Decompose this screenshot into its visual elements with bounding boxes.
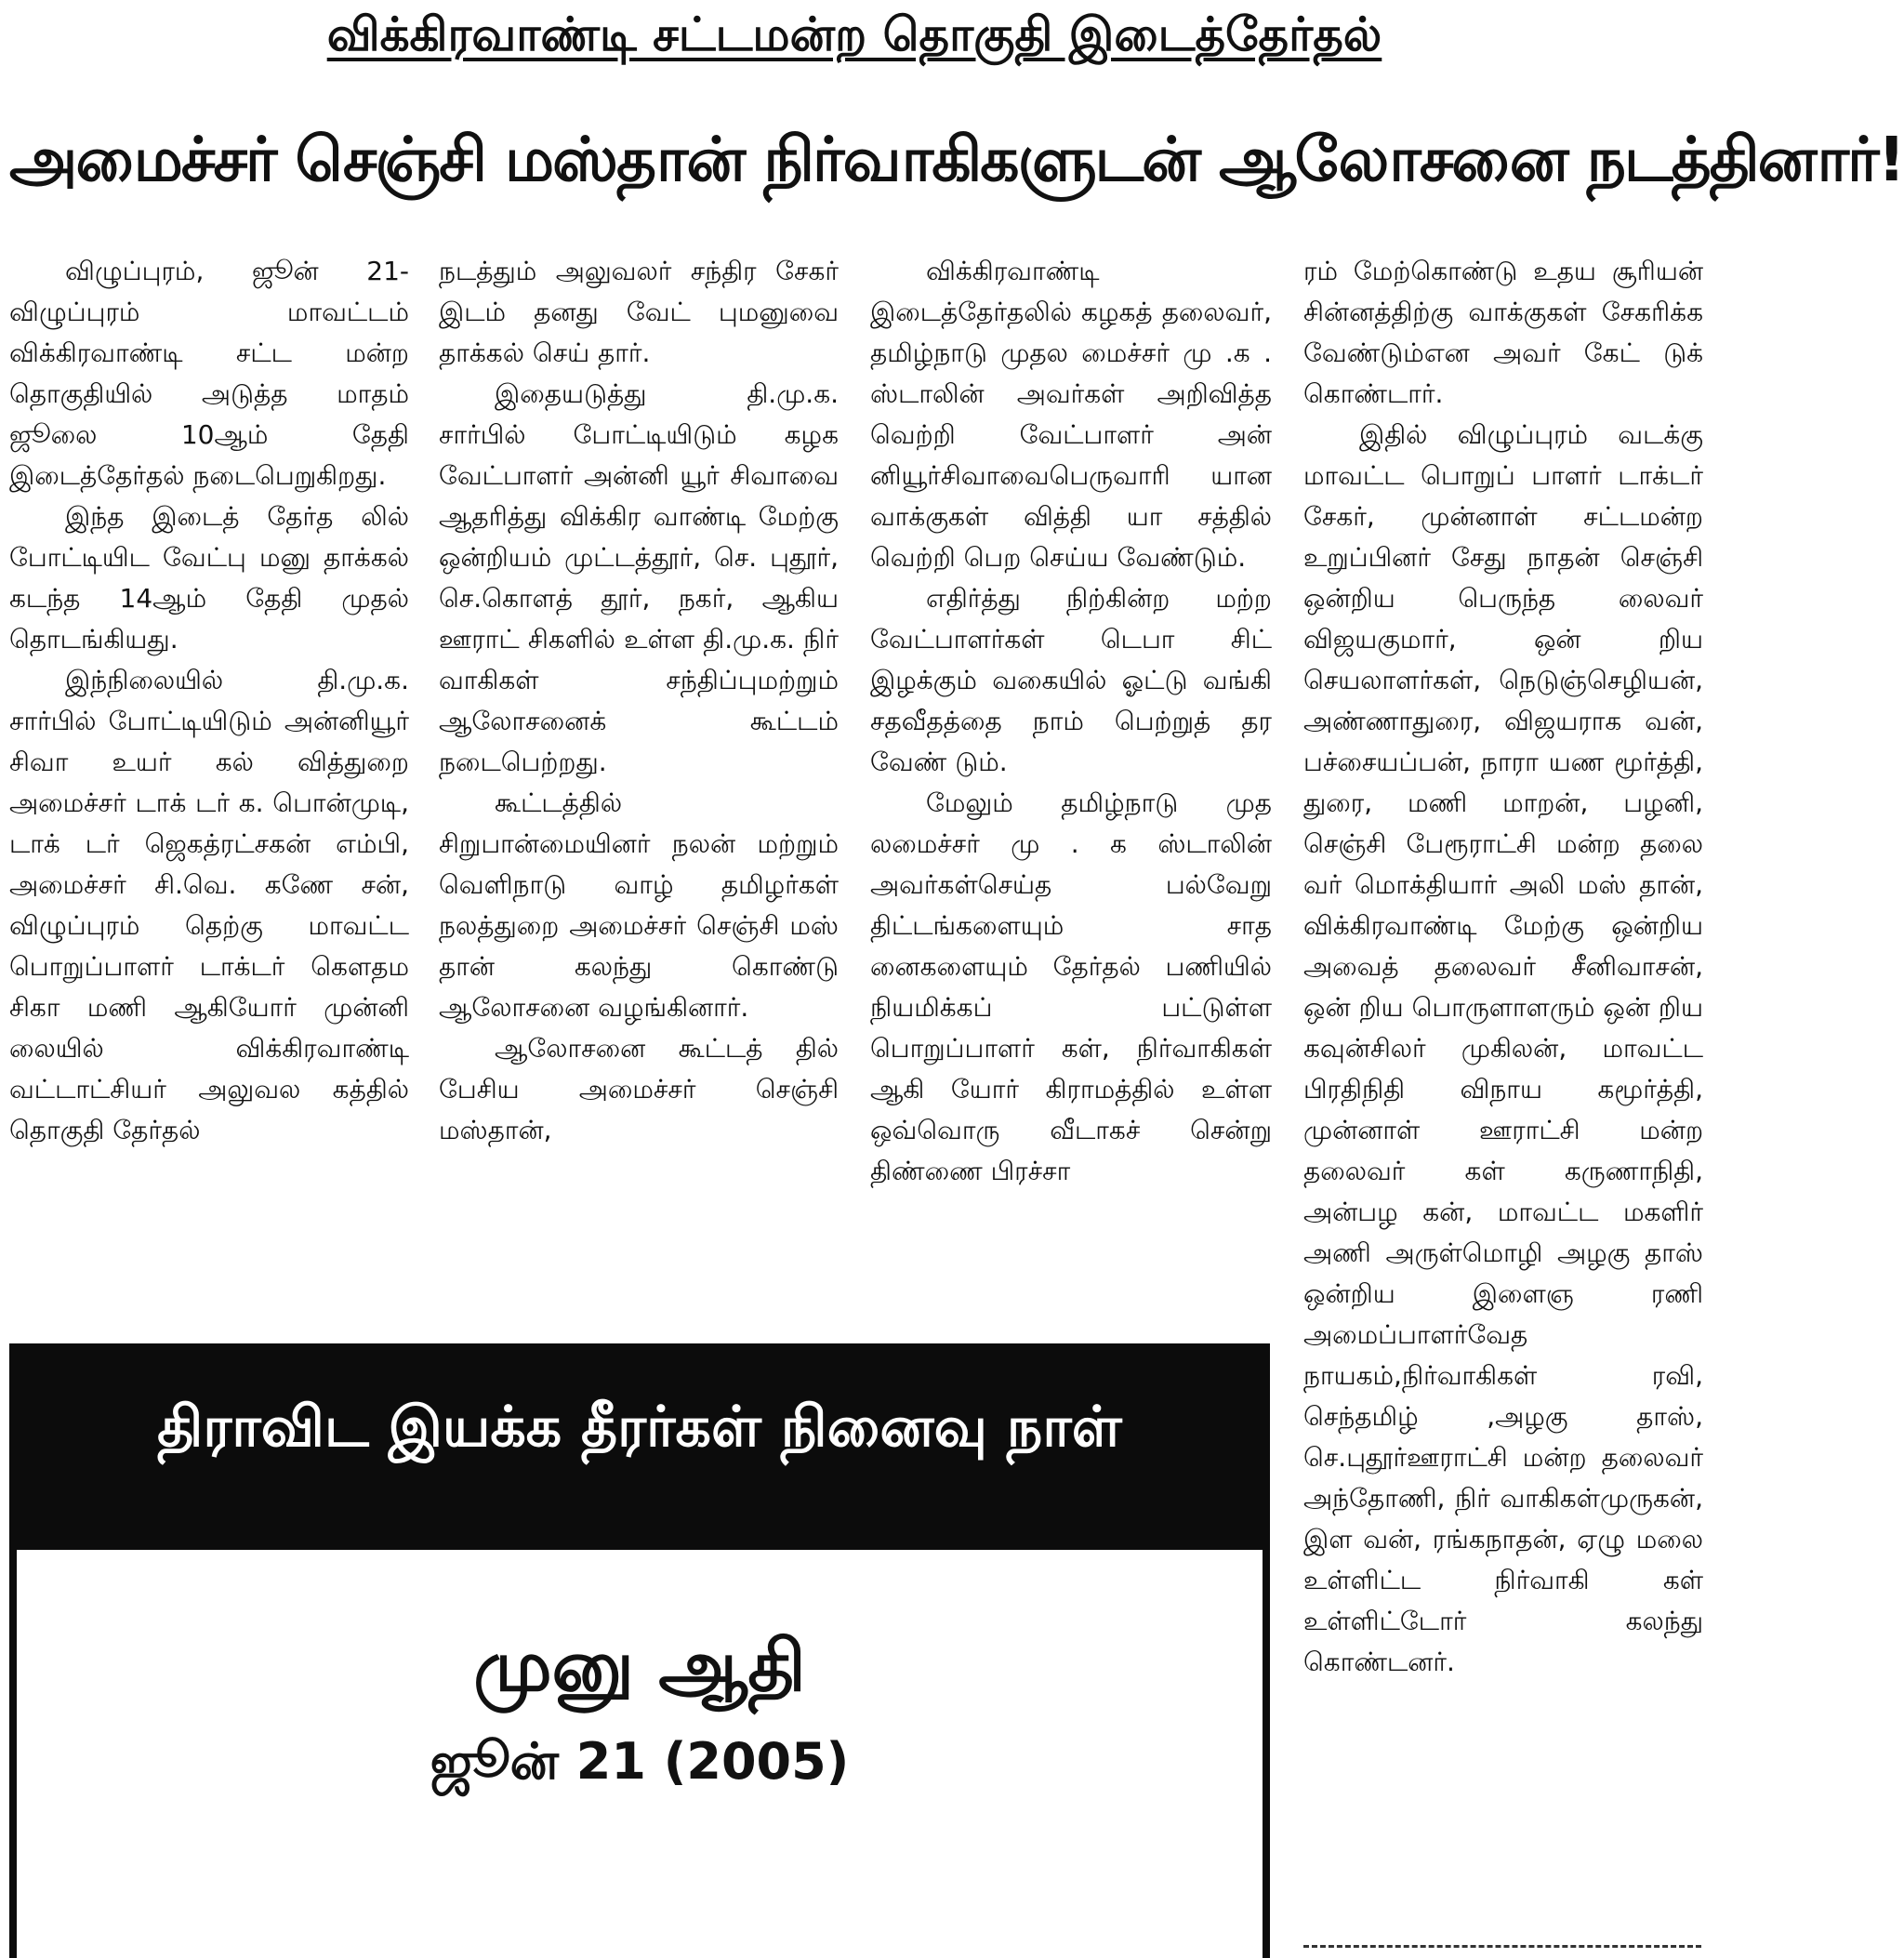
paragraph: மேலும் தமிழ்நாடு முத லமைச்சர் மு . க ஸ்டாலின் அவர்கள்செய்த பல்வேறு திட்டங்களையும் சாத னைகளையும் தேர்தல் பணியில் நியமிக்கப் பட்டுள்ள பொறுப்பாளர் கள், நிர்வாகிகள் ஆகி யோர் கிராமத்தில் உள்ள ஒவ்வொரு வீடாகச் சென்று திண்ணை பிரச்சா <box>870 787 1272 1186</box>
paragraph: விழுப்புரம், ஜூன் 21- விழுப்புரம் மாவட்டம் விக்கிரவாண்டி சட்ட மன்ற தொகுதியில் அடுத்த மாதம் ஜூலை 10ஆம் தேதி இடைத்தேர்தல் நடைபெறுகிறது. <box>9 256 409 491</box>
article-kicker <box>0 7 1709 68</box>
memorial-date: ஜூன் 21 (2005) <box>430 1732 850 1791</box>
paragraph: நடத்தும் அலுவலர் சந்திர சேகர் இடம் தனது வேட் புமனுவை தாக்கல் செய் தார். <box>439 256 839 368</box>
paragraph: கூட்டத்தில் சிறுபான்மையினர் நலன் மற்றும் வெளிநாடு வாழ் தமிழர்கள் நலத்துறை அமைச்சர் செஞ்சி மஸ் தான் கலந்து கொண்டு ஆலோசனை வழங்கினார். <box>439 787 839 1023</box>
article-headline: அமைச்சர் செஞ்சி மஸ்தான் நிர்வாகிகளுடன் ஆலோசனை நடத்தினார்! <box>9 124 1904 195</box>
column-end-divider <box>1303 1945 1701 1948</box>
paragraph: இந்த இடைத் தேர்த லில் போட்டியிட வேட்பு மனு தாக்கல் கடந்த 14ஆம் தேதி முதல் தொடங்கியது. <box>9 501 409 655</box>
memorial-title: திராவிட இயக்க தீரர்கள் நினைவு நாள் <box>157 1395 1122 1460</box>
article-column-2 <box>439 251 839 1181</box>
paragraph: இதில் விழுப்புரம் வடக்கு மாவட்ட பொறுப் பாளர் டாக்டர் சேகர், முன்னாள் சட்டமன்ற உறுப்பினர் சேது நாதன் செஞ்சி ஒன்றிய பெருந்த லைவர் விஜயகுமார், ஒன் றிய செயலாளர்கள், நெடுஞ்செழியன், அண்ணாதுரை, விஜயராக வன், பச்சையப்பன், நாரா யண மூர்த்தி, துரை, மணி மாறன், பழனி, செஞ்சி பேரூராட்சி மன்ற தலை வர் மொக்தியார் அலி மஸ் தான், விக்கிரவாண்டி மேற்கு ஒன்றிய அவைத் தலைவர் சீனிவாசன், ஒன் றிய பொருளாளரும் ஒன் றிய கவுன்சிலர் முகிலன், மாவட்ட பிரதிநிதி விநாய கமூர்த்தி, முன்னாள் ஊராட்சி மன்ற தலைவர் கள் கருணாநிதி, அன்பழ கன், மாவட்ட மகளிர் அணி அருள்மொழி அழகு தாஸ் ஒன்றிய இளைஞ ரணி அமைப்பாளர்வேத நாயகம்,நிர்வாகிகள் ரவி, செந்தமிழ் ,அழகு தாஸ், செ.புதூர்ஊராட்சி மன்ற தலைவர் அந்தோணி, நிர் வாகிகள்முருகன், இள வன், ரங்கநாதன், ஏழு மலை உள்ளிட்ட நிர்வாகி கள் உள்ளிட்டோர் கலந்து கொண்டனர். <box>1303 419 1703 1677</box>
paragraph: ஆலோசனை கூட்டத் தில் பேசிய அமைச்சர் செஞ்சி மஸ்தான், <box>439 1033 839 1145</box>
paragraph: இந்நிலையில் தி.மு.க. சார்பில் போட்டியிடும் அன்னியூர் சிவா உயர் கல் வித்துறை அமைச்சர் டாக் டர் க. பொன்முடி, டாக் டர் ஜெகத்ரட்சகன் எம்பி, அமைச்சர் சி.வெ. கணே சன், விழுப்புரம் தெற்கு மாவட்ட பொறுப்பாளர் டாக்டர் கௌதம சிகா மணி ஆகியோர் முன்னி லையில் விக்கிரவாண்டி வட்டாட்சியர் அலுவல கத்தில் தொகுதி தேர்தல் <box>9 665 409 1145</box>
article-column-3 <box>870 251 1272 1334</box>
memorial-panel <box>17 1550 1263 1958</box>
kicker-text: விக்கிரவாண்டி சட்டமன்ற தொகுதி இடைத்தேர்தல் <box>326 7 1382 61</box>
article-column-1 <box>9 251 409 1302</box>
memorial-name: முனு ஆதி <box>473 1624 806 1707</box>
memorial-box <box>9 1343 1270 1958</box>
paragraph: விக்கிரவாண்டி இடைத்தேர்தலில் கழகத் தலைவர், தமிழ்நாடு முதல மைச்சர் மு .க . ஸ்டாலின் அவர்கள் அறிவித்த வெற்றி வேட்பாளர் அன் னியூர்சிவாவைபெருவாரி யான வாக்குகள் வித்தி யா சத்தில் வெற்றி பெற செய்ய வேண்டும். <box>870 256 1272 573</box>
paragraph: இதையடுத்து தி.மு.க. சார்பில் போட்டியிடும் கழக வேட்பாளர் அன்னி யூர் சிவாவை ஆதரித்து விக்கிர வாண்டி மேற்கு ஒன்றியம் முட்டத்தூர், செ. புதூர், செ.கொளத் தூர், நகர், ஆகிய ஊராட் சிகளில் உள்ள தி.மு.க. நிர் வாகிகள் சந்திப்புமற்றும் ஆலோசனைக் கூட்டம் நடைபெற்றது. <box>439 378 839 777</box>
paragraph: ரம் மேற்கொண்டு உதய சூரியன் சின்னத்திற்கு வாக்குகள் சேகரிக்க வேண்டும்என அவர் கேட் டுக் கொண்டார். <box>1303 256 1703 409</box>
article-column-4 <box>1303 251 1703 1952</box>
paragraph: எதிர்த்து நிற்கின்ற மற்ற வேட்பாளர்கள் டெபா சிட் இழக்கும் வகையில் ஓட்டு வங்கி சதவீதத்தை நாம் பெற்றுத் தர வேண் டும். <box>870 583 1272 777</box>
